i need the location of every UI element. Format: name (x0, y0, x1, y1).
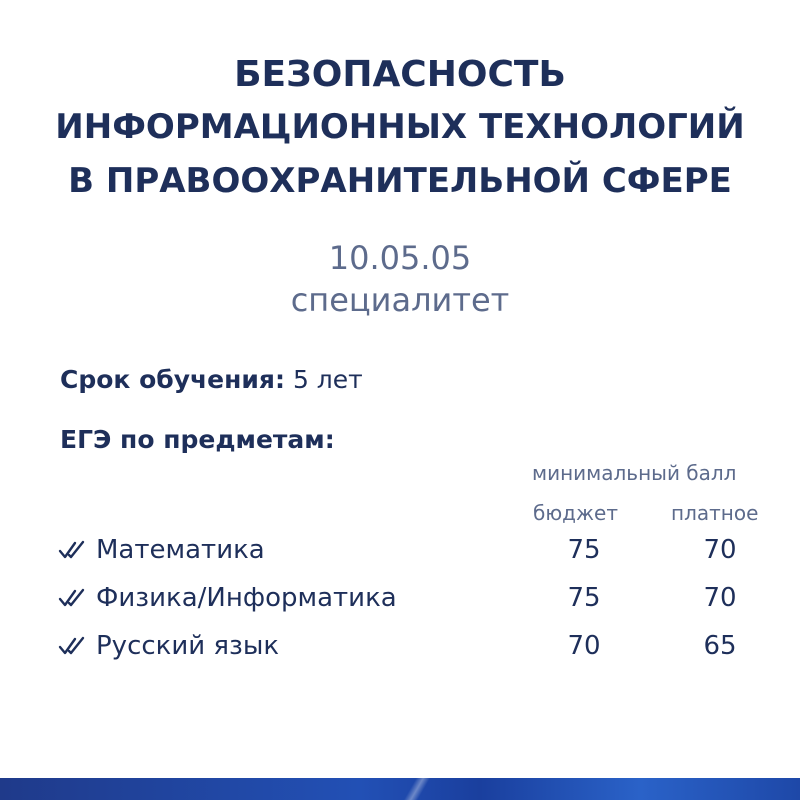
exam-subject: Математика (96, 535, 265, 565)
budget-score: 75 (567, 583, 601, 613)
exam-subject: Физика/Информатика (96, 583, 397, 613)
study-duration (60, 362, 363, 398)
study-duration-value: 5 лет (292, 365, 363, 394)
title-line-1: БЕЗОПАСНОСТЬ (234, 54, 566, 95)
study-duration-label: Срок обучения: (60, 365, 285, 394)
program-code: 10.05.05 (328, 239, 472, 277)
title-line-2: ИНФОРМАЦИОННЫХ ТЕХНОЛОГИЙ (55, 107, 745, 147)
paid-score: 65 (703, 631, 737, 661)
paid-score: 70 (703, 535, 737, 565)
footer-bar (0, 778, 800, 800)
paid-column-header: платное (671, 501, 759, 525)
page-title (0, 50, 800, 208)
footer-bar-highlight (404, 778, 431, 800)
double-check-icon (58, 634, 88, 658)
exam-row (58, 530, 778, 570)
paid-score: 70 (703, 583, 737, 613)
min-score-label: минимальный балл (532, 461, 737, 485)
exam-row (58, 626, 778, 666)
budget-score: 70 (567, 631, 601, 661)
exam-row (58, 578, 778, 618)
double-check-icon (58, 538, 88, 562)
exam-subject: Русский язык (96, 631, 280, 661)
double-check-icon (58, 586, 88, 610)
program-level: специалитет (290, 281, 510, 319)
title-line-3: В ПРАВООХРАНИТЕЛЬНОЙ СФЕРЕ (68, 161, 732, 201)
budget-score: 75 (567, 535, 601, 565)
exams-heading: ЕГЭ по предметам: (60, 425, 335, 454)
budget-column-header: бюджет (533, 501, 618, 525)
